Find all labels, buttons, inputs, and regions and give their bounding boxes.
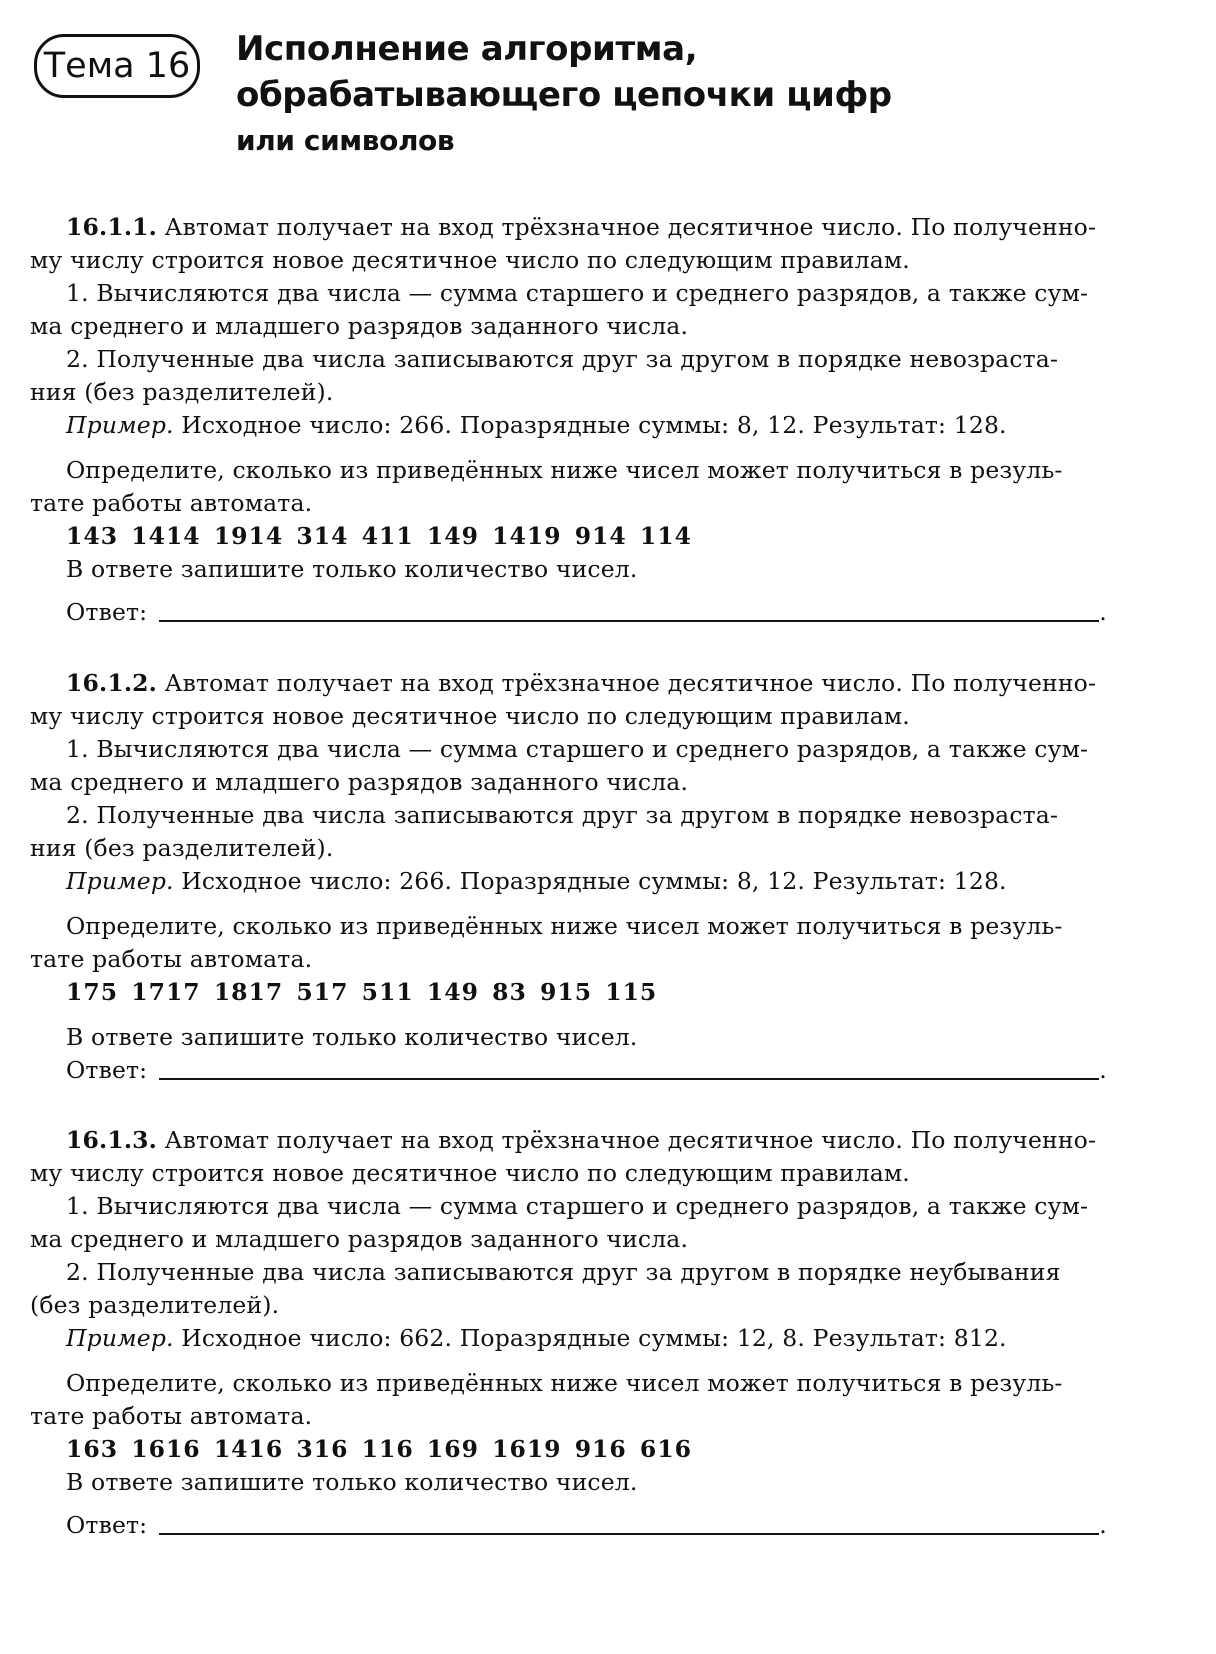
- topic-badge: Тема 16: [34, 34, 200, 98]
- number-list: 143 1414 1914 314 411 149 1419 914 114: [66, 522, 692, 550]
- question-line-1: Определите, сколько из приведённых ниже чисел может получиться в резуль-: [66, 912, 1063, 940]
- number-list: 163 1616 1416 316 116 169 1619 916 616: [66, 1435, 692, 1463]
- answer-period: .: [1099, 1056, 1107, 1084]
- answer-field[interactable]: [159, 1533, 1099, 1535]
- rule-1-line-2: ма среднего и младшего разрядов заданного числа.: [30, 1225, 689, 1253]
- answer-period: .: [1099, 598, 1107, 626]
- answer-period: .: [1099, 1511, 1107, 1539]
- rule-2-line-1: 2. Полученные два числа записываются друг за другом в порядке невозраста-: [66, 345, 1059, 373]
- problem-intro-line-1: 16.1.1. Автомат получает на вход трёхзначное десятичное число. По полученно-: [66, 213, 1097, 241]
- answer-label: Ответ:: [66, 598, 148, 626]
- problem-16-1-1: [30, 211, 1180, 629]
- answer-row: [30, 1509, 1180, 1542]
- rule-2-line-1: 2. Полученные два числа записываются друг за другом в порядке неубывания: [66, 1258, 1061, 1286]
- example: Пример. Исходное число: 662. Поразрядные суммы: 12, 8. Результат: 812.: [66, 1324, 1007, 1352]
- topic-title: [236, 26, 1136, 164]
- rule-1-line-1: 1. Вычисляются два числа — сумма старшего и среднего разрядов, а также сум-: [66, 279, 1089, 307]
- instruction: В ответе запишите только количество чисел.: [66, 555, 638, 583]
- example-label: Пример.: [66, 867, 174, 895]
- problem-number: 16.1.3.: [66, 1126, 157, 1154]
- question-line-2: тате работы автомата.: [30, 945, 313, 973]
- instruction: В ответе запишите только количество чисел.: [66, 1023, 638, 1051]
- answer-label: Ответ:: [66, 1511, 148, 1539]
- answer-field[interactable]: [159, 1078, 1099, 1080]
- question-line-2: тате работы автомата.: [30, 489, 313, 517]
- example: Пример. Исходное число: 266. Поразрядные суммы: 8, 12. Результат: 128.: [66, 867, 1007, 895]
- rule-1-line-2: ма среднего и младшего разрядов заданного числа.: [30, 312, 689, 340]
- example-label: Пример.: [66, 411, 174, 439]
- rule-2-line-1: 2. Полученные два числа записываются друг за другом в порядке невозраста-: [66, 801, 1059, 829]
- number-list: 175 1717 1817 517 511 149 83 915 115: [66, 978, 658, 1006]
- problem-intro-line-1: 16.1.2. Автомат получает на вход трёхзначное десятичное число. По полученно-: [66, 669, 1097, 697]
- rule-1-line-2: ма среднего и младшего разрядов заданного числа.: [30, 768, 689, 796]
- problem-intro-line-2: му числу строится новое десятичное число по следующим правилам.: [30, 702, 910, 730]
- question-line-1: Определите, сколько из приведённых ниже чисел может получиться в резуль-: [66, 456, 1063, 484]
- rule-2-line-2: (без разделителей).: [30, 1291, 280, 1319]
- instruction: В ответе запишите только количество чисел.: [66, 1468, 638, 1496]
- example: Пример. Исходное число: 266. Поразрядные суммы: 8, 12. Результат: 128.: [66, 411, 1007, 439]
- example-label: Пример.: [66, 1324, 174, 1352]
- question-line-2: тате работы автомата.: [30, 1402, 313, 1430]
- topic-title-line-3: или символов: [236, 124, 455, 157]
- rule-1-line-1: 1. Вычисляются два числа — сумма старшего и среднего разрядов, а также сум-: [66, 1192, 1089, 1220]
- answer-label: Ответ:: [66, 1056, 148, 1084]
- problem-intro-line-2: му числу строится новое десятичное число по следующим правилам.: [30, 1159, 910, 1187]
- topic-title-line-2: обрабатывающего цепочки цифр: [236, 75, 892, 115]
- rule-2-line-2: ния (без разделителей).: [30, 834, 334, 862]
- problem-16-1-3: [30, 1124, 1180, 1542]
- problem-number: 16.1.1.: [66, 213, 157, 241]
- problem-number: 16.1.2.: [66, 669, 157, 697]
- answer-field[interactable]: [159, 620, 1099, 622]
- problem-intro-line-1: 16.1.3. Автомат получает на вход трёхзначное десятичное число. По полученно-: [66, 1126, 1097, 1154]
- problem-16-1-2: [30, 667, 1180, 1087]
- topic-title-line-1: Исполнение алгоритма,: [236, 29, 698, 69]
- problem-intro-line-2: му числу строится новое десятичное число по следующим правилам.: [30, 246, 910, 274]
- question-line-1: Определите, сколько из приведённых ниже чисел может получиться в резуль-: [66, 1369, 1063, 1397]
- answer-row: [30, 596, 1180, 629]
- rule-1-line-1: 1. Вычисляются два числа — сумма старшего и среднего разрядов, а также сум-: [66, 735, 1089, 763]
- answer-row: [30, 1054, 1180, 1087]
- rule-2-line-2: ния (без разделителей).: [30, 378, 334, 406]
